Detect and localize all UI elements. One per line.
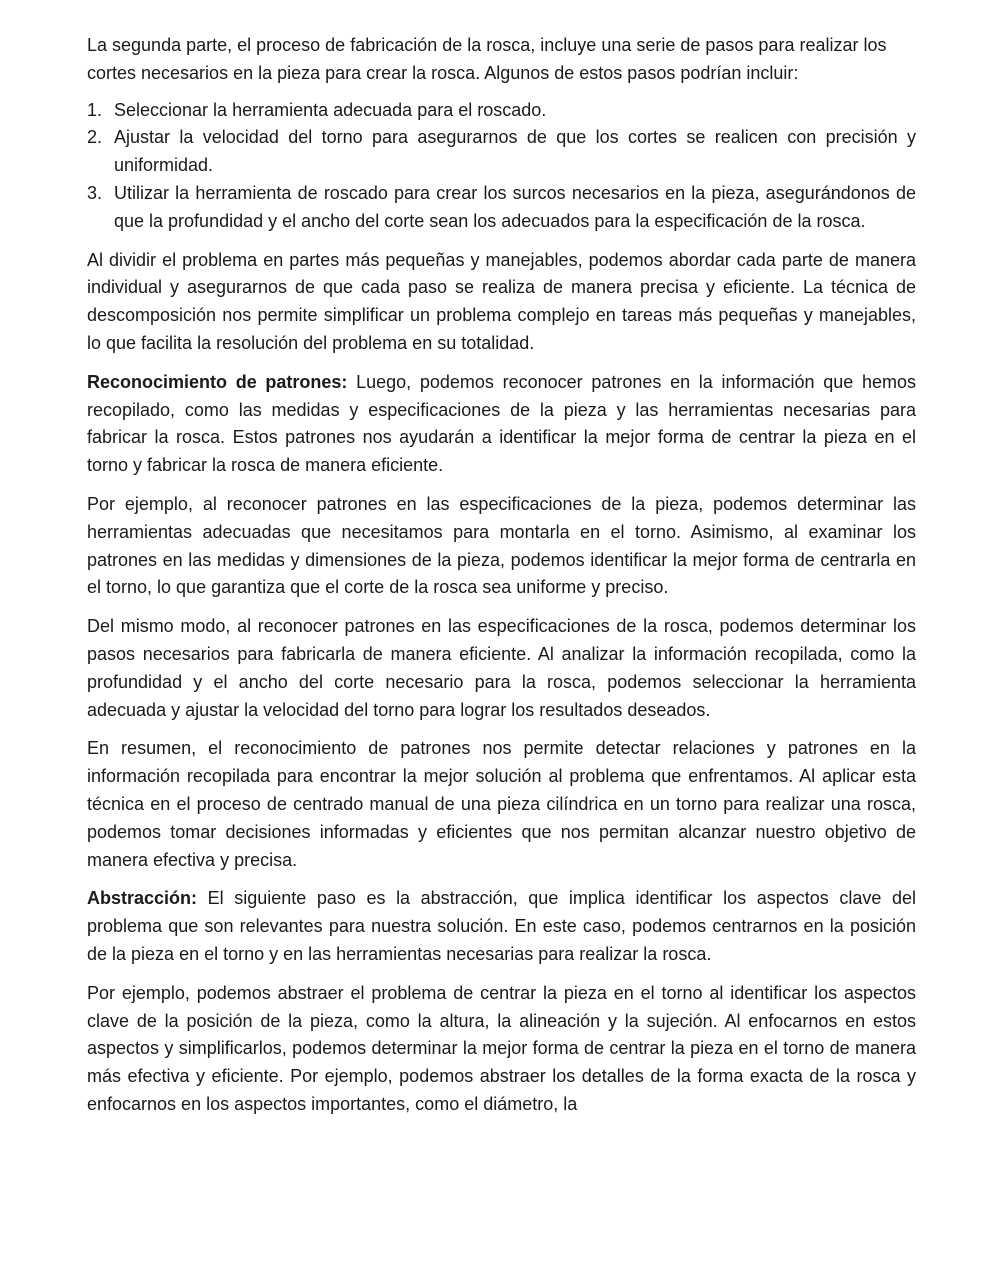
paragraph-text: El siguiente paso es la abstracción, que implica identificar los aspectos clave del problema que son relevantes para nuestra solución. En este caso, podemos centrarnos en la posición de la pieza en el torno y en las herramientas necesarias para realizar la rosca. — [87, 888, 916, 964]
steps-list — [87, 97, 916, 236]
list-item — [87, 180, 916, 236]
list-item-text: Ajustar la velocidad del torno para asegurarnos de que los cortes se realicen con precisión y uniformidad. — [114, 127, 916, 176]
list-item-text: Utilizar la herramienta de roscado para crear los surcos necesarios en la pieza, asegurándonos de que la profundidad y el ancho del corte sean los adecuados para la especificación de la rosca. — [114, 182, 916, 231]
paragraph-intro: La segunda parte, el proceso de fabricación de la rosca, incluye una serie de pasos para realizar los cortes necesarios en la pieza para crear la rosca. Algunos de estos pasos podrían incluir: — [87, 35, 887, 83]
paragraph-example-rosca: Del mismo modo, al reconocer patrones en las especificaciones de la rosca, podemos determinar los pasos necesarios para fabricarla de manera eficiente. Al analizar la información recopilada, como la profundidad y el ancho del corte necesario para la rosca, podemos seleccionar la herramienta adecuada y ajustar la velocidad del torno para lograr los resultados deseados. — [87, 616, 916, 720]
list-item-number: 3. — [87, 182, 103, 203]
section-heading: Abstracción: — [87, 888, 198, 909]
paragraph-summary: En resumen, el reconocimiento de patrones nos permite detectar relaciones y patrones en la información recopilada para encontrar la mejor solución al problema que enfrentamos. Al aplicar esta técnica en el proceso de centrado manual de una pieza cilíndrica en un torno para realizar una rosca, podemos tomar decisiones informadas y eficientes que nos permitan alcanzar nuestro objetivo de manera efectiva y precisa. — [87, 738, 916, 870]
document-page — [87, 32, 916, 1130]
list-item-text: Seleccionar la herramienta adecuada para el roscado. — [114, 99, 547, 120]
paragraph-pattern-recognition — [87, 369, 916, 480]
list-item-number: 1. — [87, 99, 103, 120]
paragraph-abstraction-example: Por ejemplo, podemos abstraer el problema de centrar la pieza en el torno al identificar los aspectos clave de la posición de la pieza, como la altura, la alineación y la sujeción. Al enfocarnos en estos aspectos y simplificarlos, podemos determinar la mejor forma de centrar la pieza en el torno de manera más efectiva y eficiente. Por ejemplo, podemos abstraer los detalles de la forma exacta de la rosca y enfocarnos en los aspectos importantes, como el diámetro, la — [87, 982, 916, 1114]
section-heading: Reconocimiento de patrones: — [87, 371, 348, 392]
paragraph-text: Luego, podemos reconocer patrones en la información que hemos recopilado, como las medidas y especificaciones de la pieza y las herramientas necesarias para fabricar la rosca. Estos patrones nos ayudarán a identificar la mejor forma de centrar la pieza en el torno y fabricar la rosca de manera eficiente. — [87, 371, 916, 476]
list-item — [87, 97, 916, 125]
paragraph-decomposition: Al dividir el problema en partes más pequeñas y manejables, podemos abordar cada parte de manera individual y asegurarnos de que cada paso se realiza de manera precisa y eficiente. La técnica de descomposición nos permite simplificar un problema complejo en tareas más pequeñas y manejables, lo que facilita la resolución del problema en su totalidad. — [87, 249, 916, 353]
paragraph-abstraction — [87, 885, 916, 968]
list-item — [87, 124, 916, 180]
paragraph-example-pieza: Por ejemplo, al reconocer patrones en las especificaciones de la pieza, podemos determinar las herramientas adecuadas que necesitamos para montarla en el torno. Asimismo, al examinar los patrones en las medidas y dimensiones de la pieza, podemos identificar la mejor forma de centrarla en el torno, lo que garantiza que el corte de la rosca sea uniforme y preciso. — [87, 493, 916, 598]
list-item-number: 2. — [87, 127, 103, 148]
